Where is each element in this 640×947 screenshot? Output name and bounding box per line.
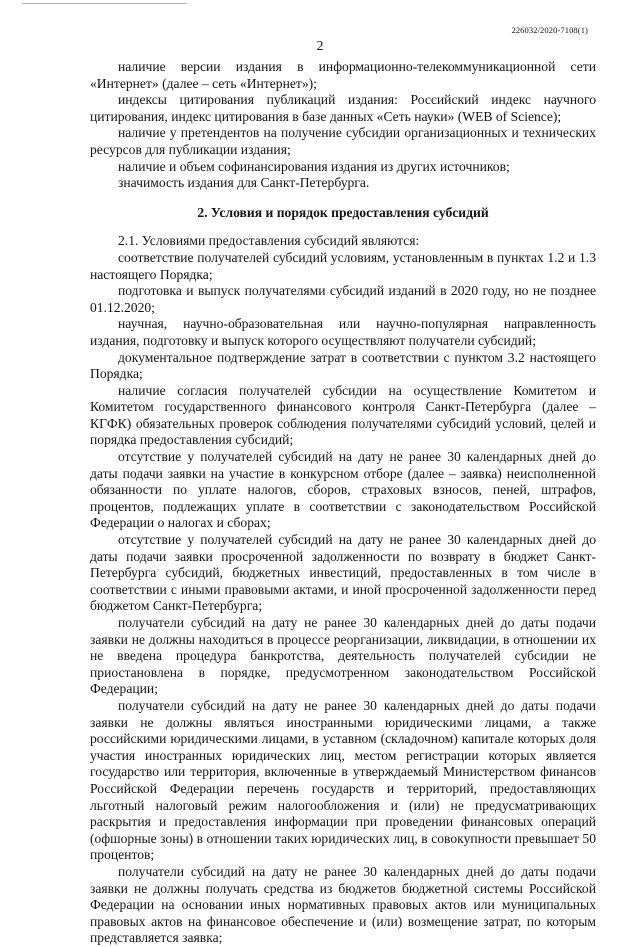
paragraph: отсутствие у получателей субсидий на дату не ранее 30 календарных дней до даты подачи заявки на участие в конкурсном отборе (далее – заявка) неисполненной обязанности по уплате налогов, сборов, страховых взносов, пеней, штрафов, процентов, подлежащих уплате в соответствии с законодательством Российской Федерации о налогах и сборах; <box>90 449 596 531</box>
paragraph: научная, научно-образовательная или научно-популярная направленность издания, подготовку и выпуск которого осуществляют получатели субсидий; <box>90 316 596 348</box>
paragraph: индексы цитирования публикаций издания: Российский индекс научного цитирования, индекс цитирования в базе данных «Сеть науки» (WEB of Science); <box>90 92 596 124</box>
document-body <box>90 59 596 947</box>
document-id: 226032/2020-7108(1) <box>511 25 588 35</box>
top-scan-rule <box>22 3 187 4</box>
paragraph: соответствие получателей субсидий условиям, установленным в пунктах 1.2 и 1.3 настоящего Порядка; <box>90 249 596 282</box>
paragraph: получатели субсидий на дату не ранее 30 календарных дней до даты подачи заявки не должны находиться в процессе реорганизации, ликвидации, в отношении их не введена процедура банкротства, деятельность получателей субсидии не приостановлена в порядке, предусмотренном законодательством Российской Федерации; <box>90 615 596 697</box>
paragraph: подготовка и выпуск получателями субсидий изданий в 2020 году, но не позднее 01.12.2020; <box>90 283 596 315</box>
section-heading: 2. Условия и порядок предоставления субсидий <box>197 204 489 220</box>
paragraph: наличие согласия получателей субсидии на осуществление Комитетом и Комитетом государственного финансового контроля Санкт-Петербурга (далее – КГФК) обязательных проверок соблюдения получателями субсидий условий, целей и порядка предоставления субсидий; <box>90 382 596 448</box>
paragraph: 2.1. Условиями предоставления субсидий являются: <box>118 233 420 249</box>
page-number: 2 <box>316 38 324 53</box>
paragraph: документальное подтверждение затрат в соответствии с пунктом 3.2 настоящего Порядка; <box>90 349 596 382</box>
paragraph: наличие у претендентов на получение субсидии организационных и технических ресурсов для публикации издания; <box>90 125 596 157</box>
paragraph: значимость издания для Санкт-Петербурга. <box>118 175 370 191</box>
paragraph: отсутствие у получателей субсидий на дату не ранее 30 календарных дней до даты подачи заявки просроченной задолженности по возврату в бюджет Санкт-Петербурга субсидий, бюджетных инвестиций, предоставленных в том числе в соответствии с иными правовыми актами, и иной просроченной задолженности перед бюджетом Санкт-Петербурга; <box>90 532 596 614</box>
paragraph: наличие версии издания в информационно-телекоммуникационной сети «Интернет» (далее – сеть «Интернет»); <box>90 59 596 91</box>
paragraph: наличие и объем софинансирования издания из других источников; <box>118 158 510 174</box>
paragraph: получатели субсидий на дату не ранее 30 календарных дней до даты подачи заявки не должны являться иностранными юридическими лицами, а также российскими юридическими лицами, в уставном (складочном) капитале которых доля участия иностранных юридических лиц, местом регистрации которых является государство или территория, включенные в утверждаемый Министерством финансов Российской Федерации перечень государств и территорий, предоставляющих льготный налоговый режим налогообложения и (или) не предусматривающих раскрытия и предоставления информации при проведении финансовых операций (офшорные зоны) в отношении таких юридических лиц, в совокупности превышает 50 процентов; <box>90 697 596 863</box>
paragraph: получатели субсидий на дату не ранее 30 календарных дней до даты подачи заявки не должны получать средства из бюджетов бюджетной системы Российской Федерации на основании иных нормативных правовых актов или муниципальных правовых актов на финансовое обеспечение и (или) возмещение затрат, по которым представляется заявка; <box>90 863 596 946</box>
